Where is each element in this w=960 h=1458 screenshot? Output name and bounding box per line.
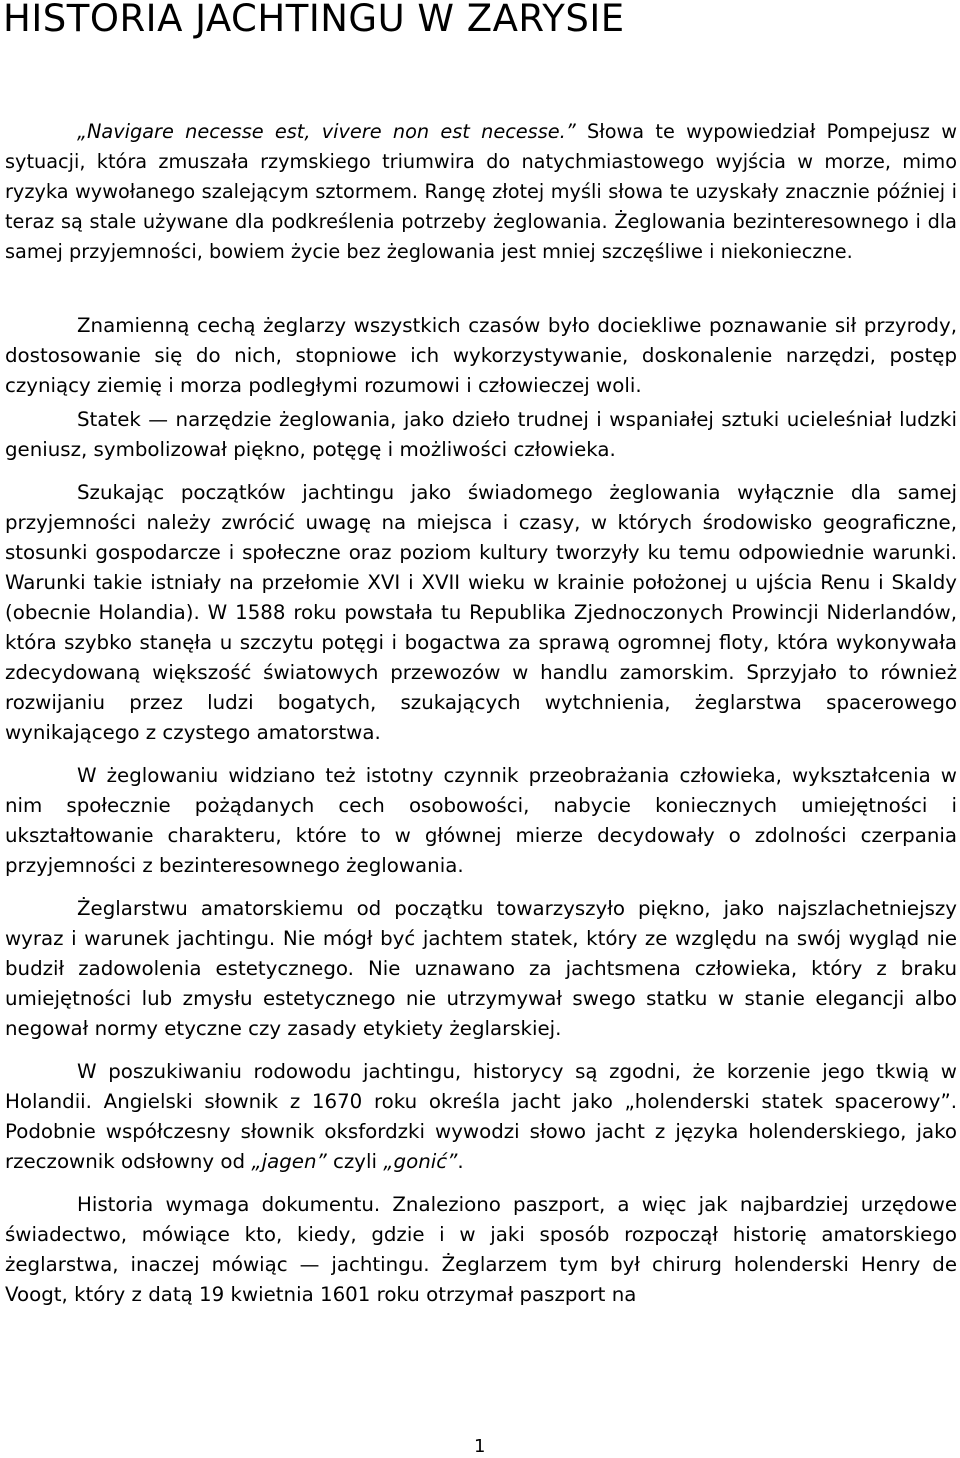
paragraph-text: W żeglowaniu widziano też istotny czynnik przeobrażania człowieka, wykształcenia w nim społecznie pożądanych cech osobowości, nabycie koniecznych umiejętności i ukształtowanie charakteru, które to w głównej mierze decydowały o zdolności czerpania przyjemności z bezinteresownego żeglowania. [5,764,957,877]
paragraph [5,894,957,1044]
paragraph [5,117,957,267]
document-body [5,117,957,271]
paragraph [5,478,957,748]
paragraph [5,311,957,401]
paragraph-text: W poszukiwaniu rodowodu jachtingu, historycy są zgodni, że korzenie jego tkwią w Holandii. Angielski słownik z 1670 roku określa jacht jako „holenderski statek spacerowy”. Podobnie współczesny słownik oksfordzki wywodzi słowo jacht z języka holenderskiego, jako rzeczownik odsłowny od [5,1060,957,1173]
document-body-continued [5,311,957,1323]
quote-latin: „Navigare necesse est, vivere non est necesse.” [77,120,576,143]
paragraph-text: Historia wymaga dokumentu. Znaleziono paszport, a więc jak najbardziej urzędowe świadectwo, mówiące kto, kiedy, gdzie i w jaki sposób rozpoczął historię amatorskiego żeglarstwa, inaczej mówiąc — jachtingu. Żeglarzem tym był chirurg holenderski Henry de Voogt, który z datą 19 kwietnia 1601 roku otrzymał paszport na [5,1193,957,1306]
document-title: HISTORIA JACHTINGU W ZARYSIE [3,0,625,40]
paragraph [5,405,957,465]
quote-jagen: „jagen” [251,1150,327,1173]
paragraph-text: . [457,1150,464,1173]
paragraph [5,761,957,881]
paragraph-text: czyli [326,1150,384,1173]
paragraph-text: Żeglarstwu amatorskiemu od początku towarzyszyło piękno, jako najszlachetniejszy wyraz i warunek jachtingu. Nie mógł być jachtem statek, który ze względu na swój wygląd nie budził zadowolenia estetycznego. Nie uznawano za jachtsmena człowieka, który z braku umiejętności lub zmysłu estetycznego nie utrzymywał swego statku w stanie elegancji albo negował normy etyczne czy zasady etykiety żeglarskiej. [5,897,957,1040]
paragraph-text: Szukając początków jachtingu jako świadomego żeglowania wyłącznie dla samej przyjemności należy zwrócić uwagę na miejsca i czasy, w których środowisko geograficzne, stosunki gospodarcze i społeczne oraz poziom kultury tworzyły ku temu odpowiednie warunki. Warunki takie istniały na przełomie XVI i XVII wieku w krainie położonej u ujścia Renu i Skaldy (obecnie Holandia). W 1588 roku powstała tu Republika Zjednoczonych Prowincji Niderlandów, która szybko stanęła u szczytu potęgi i bogactwa za sprawą ogromnej floty, która wykonywała zdecydowaną większość światowych przewozów w handlu zamorskim. Sprzyjało to również rozwijaniu przez ludzi bogatych, szukających wytchnienia, żeglarstwa spacerowego wynikającego z czystego amatorstwa. [5,481,957,744]
quote-gonic: „gonić” [383,1150,458,1173]
page-number: 1 [474,1436,486,1457]
paragraph-text: Słowa te wypowiedział Pompejusz w sytuacji, która zmuszała rzymskiego triumwira do natychmiastowego wyjścia w morze, mimo ryzyka wywołanego szalejącym sztormem. Rangę złotej myśli słowa te uzyskały znacznie później i teraz są stale używane dla podkreślenia potrzeby żeglowania. Żeglowania bezinteresownego i dla samej przyjemności, bowiem życie bez żeglowania jest mniej szczęśliwe i niekonieczne. [5,120,957,263]
paragraph [5,1190,957,1310]
paragraph [5,1057,957,1177]
paragraph-text: Znamienną cechą żeglarzy wszystkich czasów było dociekliwe poznawanie sił przyrody, dostosowanie się do nich, stopniowe ich wykorzystywanie, doskonalenie narzędzi, postęp czyniący ziemię i morza podległymi rozumowi i człowieczej woli. [5,314,957,397]
paragraph-text: Statek — narzędzie żeglowania, jako dzieło trudnej i wspaniałej sztuki ucieleśniał ludzki geniusz, symbolizował piękno, potęgę i możliwości człowieka. [5,408,957,461]
